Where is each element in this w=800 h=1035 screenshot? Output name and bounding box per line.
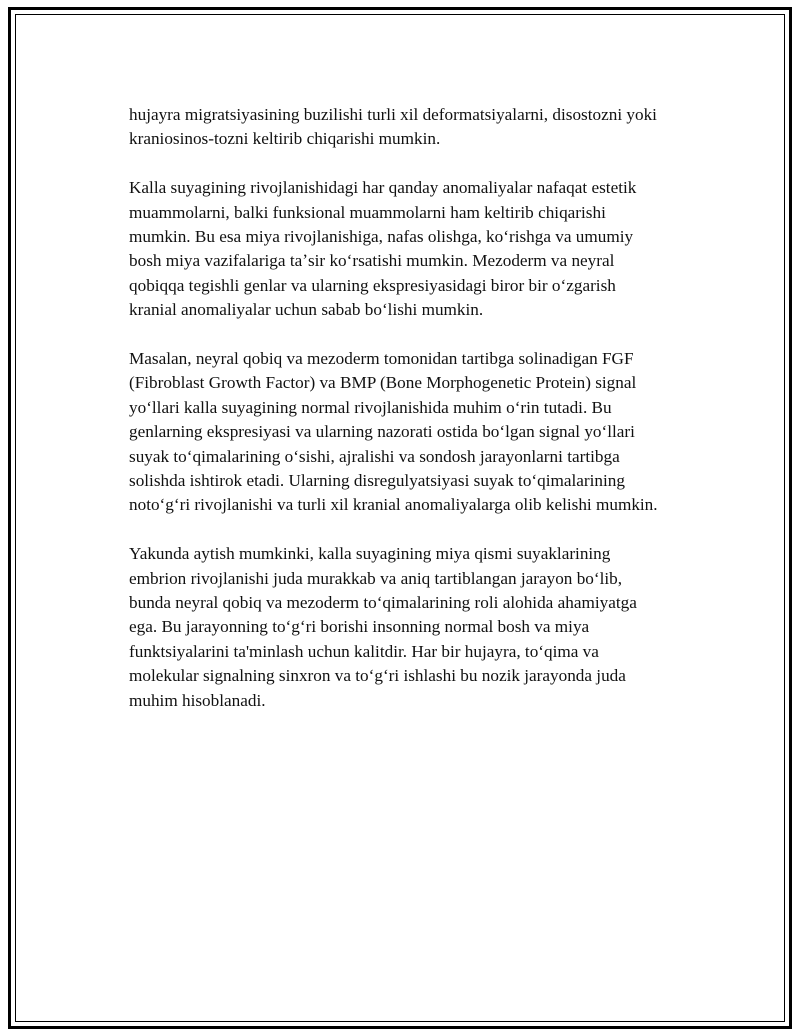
paragraph-3 [129, 347, 709, 518]
text-line: Masalan, neyral qobiq va mezoderm tomonidan tartibga solinadigan FGF [129, 349, 634, 369]
text-line: notoʻgʻri rivojlanishi va turli xil kranial anomaliyalarga olib kelishi mumkin. [129, 495, 658, 515]
text-line: muammolarni, balki funksional muammolarni ham keltirib chiqarishi [129, 202, 606, 222]
text-line: kranial anomaliyalar uchun sabab boʻlishi mumkin. [129, 300, 484, 320]
text-line: muhim hisoblanadi. [129, 690, 266, 710]
document-page [8, 7, 792, 1029]
text-line: solishda ishtirok etadi. Ularning disregulyatsiyasi suyak toʻqimalarining [129, 471, 625, 491]
text-line: qobiqqa tegishli genlar va ularning ekspresiyasidagi biror bir oʻzgarish [129, 275, 616, 295]
text-line: ega. Bu jarayonning toʻgʻri borishi insonning normal bosh va miya [129, 617, 590, 637]
text-line: bunda neyral qobiq va mezoderm toʻqimalarining roli alohida ahamiyatga [129, 593, 637, 613]
paragraph-1 [129, 103, 709, 152]
text-line: suyak toʻqimalarining oʻsishi, ajralishi va sondosh jarayonlarni tartibga [129, 446, 620, 466]
text-line: mumkin. Bu esa miya rivojlanishiga, nafas olishga, koʻrishga va umumiy [129, 227, 634, 247]
text-line: yoʻllari kalla suyagining normal rivojlanishida muhim oʻrin tutadi. Bu [129, 397, 612, 417]
text-line: molekular signalning sinxron va toʻgʻri ishlashi bu nozik jarayonda juda [129, 666, 626, 686]
text-line: (Fibroblast Growth Factor) va BMP (Bone Morphogenetic Protein) signal [129, 373, 637, 393]
text-line: kraniosinos-tozni keltirib chiqarishi mumkin. [129, 129, 441, 149]
document-body [129, 103, 709, 738]
text-line: embrion rivojlanishi juda murakkab va aniq tartiblangan jarayon boʻlib, [129, 568, 623, 588]
text-line: Yakunda aytish mumkinki, kalla suyagining miya qismi suyaklarining [129, 544, 611, 564]
text-line: genlarning ekspresiyasi va ularning nazorati ostida boʻlgan signal yoʻllari [129, 422, 635, 442]
paragraph-4 [129, 542, 709, 713]
paragraph-2 [129, 176, 709, 322]
text-line: hujayra migratsiyasining buzilishi turli xil deformatsiyalarni, disostozni yoki [129, 105, 657, 124]
text-line: funktsiyalarini ta'minlash uchun kalitdir. Har bir hujayra, toʻqima va [129, 641, 599, 661]
text-line: Kalla suyagining rivojlanishidagi har qanday anomaliyalar nafaqat estetik [129, 178, 637, 198]
text-line: bosh miya vazifalariga taʼsir koʻrsatishi mumkin. Mezoderm va neyral [129, 251, 615, 271]
